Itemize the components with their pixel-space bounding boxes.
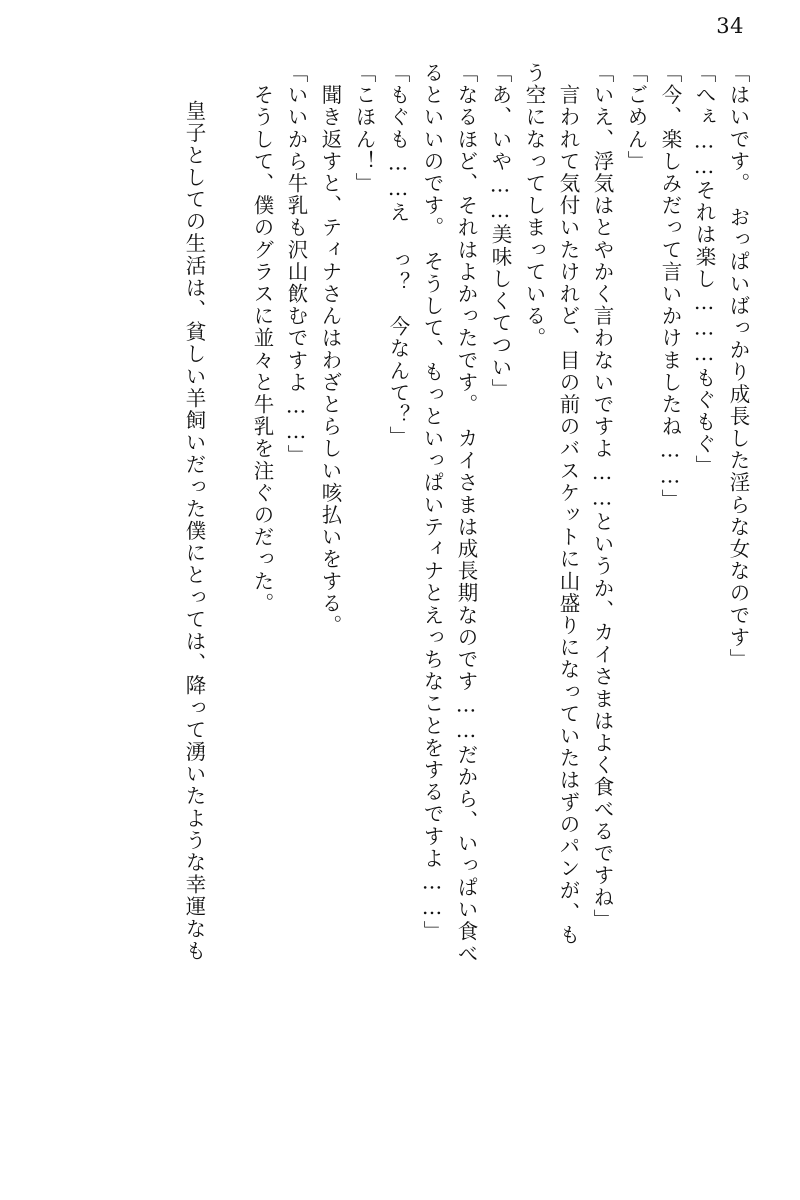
text-line: 「いいから牛乳も沢山飲むですよ……」 — [284, 62, 308, 467]
text-line: るといいのです。 そうして、もっといっぱいティナとえっちなことをするですよ……」 — [420, 62, 444, 943]
text-line: 「こほん！」 — [352, 62, 376, 195]
text-line: 「なるほど、それはよかったです。 カイさまは成長期なのです……だから、いっぱい食べ — [454, 62, 478, 965]
text-line: 「はいです。 おっぱいばっかり成長した淫らな女なのです」 — [726, 62, 750, 671]
text-line: 言われて気付いたけれど、目の前のバスケットに山盛りになっていたはずのパンが、も — [556, 62, 580, 946]
page-number: 34 — [716, 14, 744, 38]
text-line: 「いえ、浮気はとやかく言わないですよ……というか、カイさまはよく食べるですね」 — [590, 62, 614, 931]
text-line: 皇子としての生活は、貧しい羊飼いだった僕にとっては、降って湧いたような幸運なも — [182, 78, 206, 962]
text-line: 「今、楽しみだって言いかけましたね……」 — [658, 62, 682, 511]
text-line-blank — [204, 62, 238, 1176]
text-line: 「へぇ……それは楽し………もぐもぐ」 — [692, 62, 716, 478]
text-line: 聞き返すと、ティナさんはわざとらしい咳払いをする。 — [318, 62, 342, 637]
vertical-text-body — [40, 62, 748, 1176]
text-line: そうして、僕のグラスに並々と牛乳を注ぐのだった。 — [250, 62, 274, 615]
text-line: 「もぐも……え っ？ 今なんて？」 — [386, 62, 410, 449]
text-line: 「ごめん」 — [624, 62, 648, 173]
text-line: う空になってしまっている。 — [522, 62, 546, 350]
text-line: 「あ、いや……美味しくてつい」 — [488, 62, 512, 401]
